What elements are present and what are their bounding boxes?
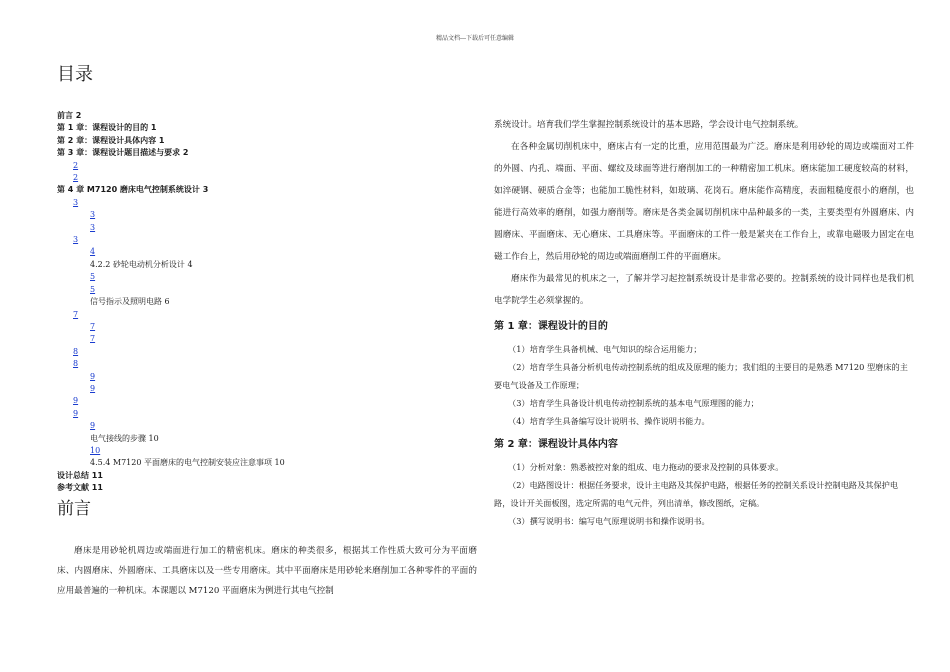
chapter-1-item: （2）培育学生具备分析机电传动控制系统的组成及原理的能力；我们组的主要目的是熟悉 M7120 型磨床的主要电气设备及工作原理；: [494, 362, 908, 390]
paragraph-continued: 系统设计。培育我们学生掌握控制系统设计的基本思路，学会设计电气控制系统。: [494, 120, 804, 130]
toc-link[interactable]: 2: [73, 160, 79, 170]
table-of-contents: [57, 110, 477, 495]
toc-entry: 参考文献 11: [57, 483, 103, 493]
toc-link[interactable]: 2: [73, 173, 79, 183]
toc-entry: 设计总结 11: [57, 470, 103, 480]
chapter-1-item: （1）培育学生具备机械、电气知识的综合运用能力；: [508, 344, 702, 354]
toc-link[interactable]: 7: [90, 321, 96, 331]
toc-link[interactable]: 7: [90, 334, 96, 344]
toc-entry: 第 4 章 M7120 磨床电气控制系统设计 3: [57, 185, 209, 195]
toc-link[interactable]: 5: [90, 284, 96, 294]
chapter-2-item: （3）撰写说明书：编写电气原理说明书和操作说明书。: [508, 516, 710, 526]
chapter-1-item: （3）培育学生具备设计机电传动控制系统的基本电气原理图的能力；: [508, 398, 759, 408]
toc-entry: 电气接线的步骤 10: [90, 433, 159, 443]
toc-entry: 4.2.2 砂轮电动机分析设计 4: [90, 259, 193, 269]
right-column: [494, 114, 914, 530]
preface-paragraph: 磨床是用砂轮机周边或端面进行加工的精密机床。磨床的种类很多，根据其工作性质大致可分为平面磨床、内圆磨床、外圆磨床、工具磨床以及一些专用磨床。其中平面磨床是用砂轮来磨削加工各种零件的平面的应用最普遍的一种机床。本课题以 M7120 平面磨床为例进行其电气控制: [57, 545, 477, 596]
toc-link[interactable]: 3: [90, 210, 96, 220]
toc-entry: 第 1 章：课程设计的目的 1: [57, 123, 157, 133]
toc-link[interactable]: 3: [73, 197, 79, 207]
chapter-2-title: 第 2 章：课程设计具体内容: [494, 439, 618, 450]
toc-entry: 前言 2: [57, 111, 82, 120]
toc-entry: 第 3 章：课程设计题目描述与要求 2: [57, 148, 189, 158]
toc-link[interactable]: 3: [90, 222, 96, 232]
toc-entry: 4.5.4 M7120 平面磨床的电气控制安装应注意事项 10: [90, 458, 285, 468]
chapter-2-item: （1）分析对象：熟悉被控对象的组成、电力拖动的要求及控制的具体要求。: [508, 462, 784, 472]
toc-link[interactable]: 9: [73, 396, 79, 406]
chapter-1-item: （4）培育学生具备编写设计说明书、操作说明书能力。: [508, 416, 710, 426]
toc-link[interactable]: 5: [90, 272, 96, 282]
toc-link[interactable]: 3: [73, 235, 79, 245]
toc-link[interactable]: 9: [90, 371, 96, 381]
page-header: 精品文档---下载后可任意编辑: [435, 35, 515, 42]
toc-link[interactable]: 8: [73, 359, 79, 369]
paragraph-importance: 磨床作为最常见的机床之一，了解并学习起控制系统设计是非常必要的。控制系统的设计同样也是我们机电学院学生必须掌握的。: [494, 274, 914, 306]
toc-link[interactable]: 9: [90, 383, 96, 393]
chapter-1-title: 第 1 章：课程设计的目的: [494, 321, 608, 332]
paragraph-grinder-overview: 在各种金属切削机床中，磨床占有一定的比重，应用范围最为广泛。磨床是利用砂轮的周边或端面对工件的外圆、内孔、端面、平面、螺纹及球面等进行磨削加工的一种精密加工机床。磨床能加工硬度较高的材料，如淬硬钢、硬质合金等；也能加工脆性材料，如玻璃、花岗石。磨床能作高精度，表面粗糙度很小的磨削，也能进行高效率的磨削，如强力磨削等。磨床是各类金属切削机床中品种最多的一类，主要类型有外圆磨床、内圆磨床、平面磨床、无心磨床、工具磨床等。平面磨床的工件一般是紧夹在工作台上，或靠电磁吸力固定在电磁工作台上，然后用砂轮的周边或端面磨削工件的平面磨床。: [494, 142, 914, 262]
toc-entry: 信号指示及照明电路 6: [90, 297, 170, 307]
preface-title: 前言: [57, 498, 91, 519]
toc-link[interactable]: 7: [73, 309, 79, 319]
toc-link[interactable]: 8: [73, 346, 79, 356]
toc-link[interactable]: 10: [90, 445, 101, 455]
toc-link[interactable]: 9: [73, 408, 79, 418]
toc-entry: 第 2 章：课程设计具体内容 1: [57, 135, 165, 145]
chapter-2-item: （2）电路图设计：根据任务要求，设计主电路及其保护电路，根据任务的控制关系设计控制电路及其保护电路，设计开关面板图，选定所需的电气元件，列出清单，修改图纸，定稿。: [494, 480, 899, 508]
toc-link[interactable]: 4: [90, 247, 96, 257]
toc-link[interactable]: 9: [90, 421, 96, 431]
left-column: [57, 62, 477, 601]
toc-title: 目录: [57, 64, 93, 85]
